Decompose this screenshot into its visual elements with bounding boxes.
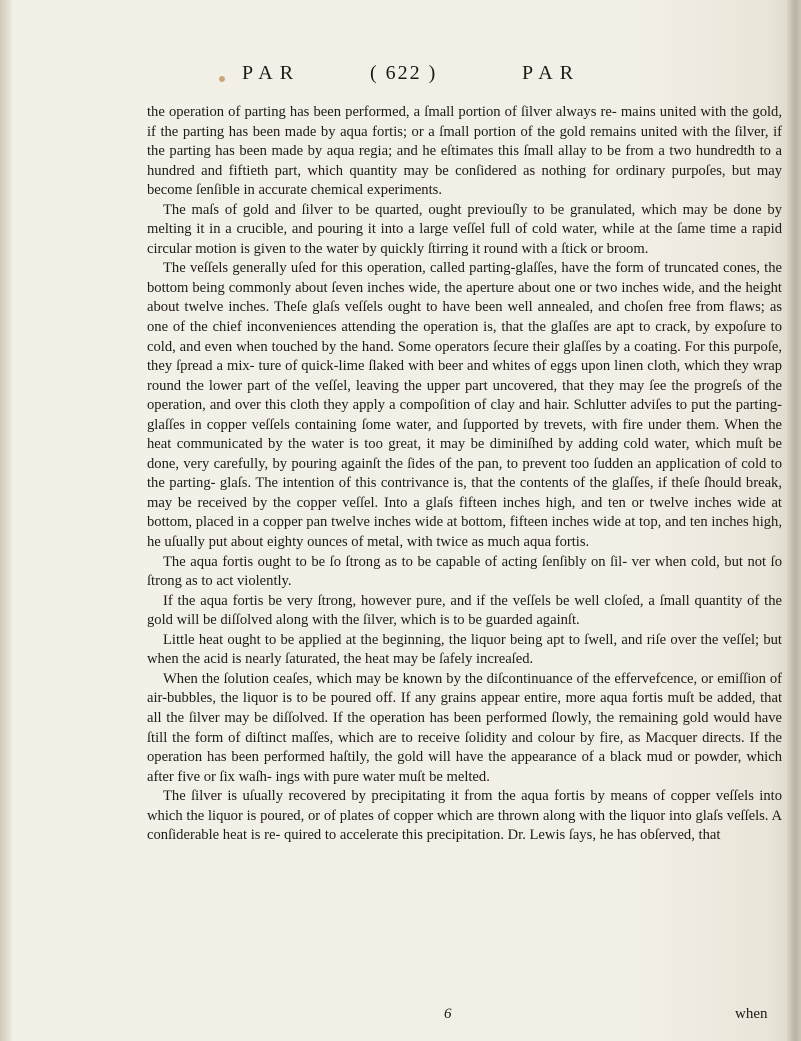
paragraph-3: The veſſels generally uſed for this operation, called parting-glaſſes, have the form of truncated cones, the bottom being commonly about ſeven inches wide, the aperture about one or two inches wide, and the height about twelve inches. Theſe glaſs veſſels ought to have been well annealed, and choſen free from flaws; as one of the chief inconveniences attending the operation is, that the glaſſes are apt to crack, by expoſure to cold, and even when touched by the hand. Some operators ſecure their glaſſes by a coating. For this purpoſe, they ſpread a mix- ture of quick-lime ſlaked with beer and whites of eggs upon linen cloth, which they wrap round the lower part of the veſſel, leaving the upper part uncovered, that they may ſee the progreſs of the operation, and over this cloth they apply a compoſition of clay and hair. Schlutter adviſes to put the parting-glaſſes in copper veſſels containing ſome water, and ſupported by trevets, with fire under them. When the heat communicated by the water is too great, it may be diminiſhed by adding cold water, which muſt be done, very carefully, by pouring againſt the ſides of the pan, to prevent too ſudden an application of cold to the parting- glaſs. The intention of this contrivance is, that the contents of the glaſſes, if theſe ſhould break, may be received by the copper veſſel. Into a glaſs fifteen inches high, and ten or twelve inches wide at bottom, placed in a copper pan twelve inches wide at bottom, fifteen inches wide at top, and ten inches high, he uſually put about eighty ounces of metal, with twice as much aqua fortis.	[147, 260, 782, 551]
paragraph-4: The aqua fortis ought to be ſo ſtrong as to be capable of acting ſenſibly on ſil- ver when cold, but not ſo ſtrong as to act violently.	[147, 553, 782, 590]
paragraph-5: If the aqua fortis be very ſtrong, however pure, and if the veſſels be well cloſed, a ſmall quantity of the gold will be diſſolved along with the ſilver, which is to be guarded againſt.	[147, 592, 782, 629]
page-edge	[787, 0, 801, 1041]
header-right-word: PAR	[522, 62, 581, 84]
paragraph-2: The maſs of gold and ſilver to be quarted, ought previouſly to be granulated, which may be done by melting it in a crucible, and pouring it into a large veſſel full of cold water, while at the ſame time a rapid circular motion is given to the water by quickly ſtirring it round with a ſtick or broom.	[147, 201, 782, 257]
paragraph-8: The ſilver is uſually recovered by precipitating it from the aqua fortis by means of copper veſſels into which the liquor is poured, or of plates of copper which are thrown along with the liquor into glaſs veſſels. A conſiderable heat is re- quired to accelerate this precipitation. Dr. Lewis ſays, he has obſerved, that	[147, 788, 782, 844]
page-gutter	[0, 0, 12, 1041]
catchword: when	[735, 1006, 768, 1022]
paragraph-6: Little heat ought to be applied at the beginning, the liquor being apt to ſwell, and riſe over the veſſel; but when the acid is nearly ſaturated, the heat may be ſafely increaſed.	[147, 631, 782, 668]
page-footer	[0, 1006, 801, 1028]
paragraph-7: When the ſolution ceaſes, which may be known by the diſcontinuance of the effervefcence, or emiſſion of air-bubbles, the liquor is to be poured off. If any grains appear entire, more aqua fortis muſt be added, that all the ſilver may be diſſolved. If the operation has been performed ſlowly, the remaining gold would have ſtill the form of diſtinct maſſes, which are to receive ſolidity and colour by fire, as Macquer directs. If the operation has been performed haſtily, the gold will have the appearance of a black mud or powder, which after five or ſix waſh- ings with pure water muſt be melted.	[147, 670, 782, 785]
page-number: ( 622 )	[370, 62, 438, 84]
body-text	[147, 103, 782, 846]
running-header	[0, 62, 801, 92]
paragraph-1: the operation of parting has been performed, a ſmall portion of ſilver always re- mains united with the gold, if the parting has been made by aqua fortis; or a ſmall portion of the gold remains united with the ſilver, if the parting has been made by aqua regia; and he eſtimates this ſmall allay to be from a two hundredth to a hundred and fiftieth part, which quantity may be conſidered as nothing for ordinary purpoſes, but may become ſenſible in accurate chemical experiments.	[147, 104, 782, 199]
header-left-word: PAR	[242, 62, 301, 84]
signature-mark: 6	[444, 1006, 452, 1022]
